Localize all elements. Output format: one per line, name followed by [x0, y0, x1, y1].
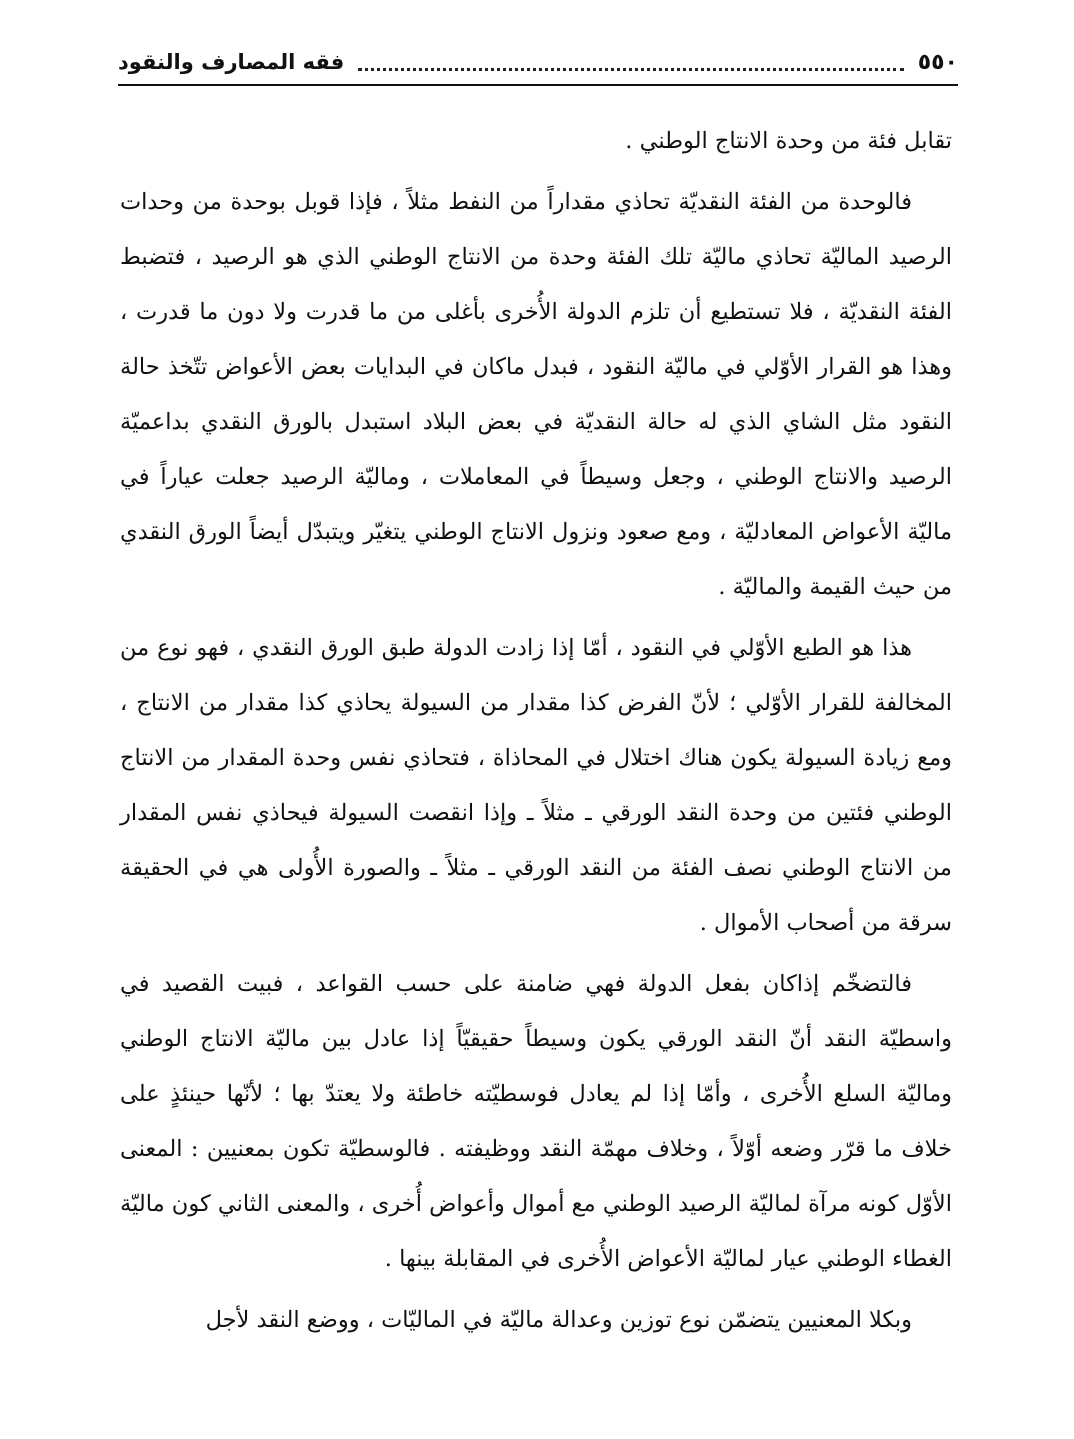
header-rule [118, 84, 958, 86]
paragraph: فالوحدة من الفئة النقديّة تحاذي مقداراً من النفط مثلاً ، فإذا قوبل بوحدة من وحدات الرصيد الماليّة تحاذي ماليّة تلك الفئة وحدة من الانتاج الوطني الذي هو الرصيد ، فتضبط الفئة النقديّة ، فلا تستطيع أن تلزم الدولة الأُخرى بأغلى من ما قدرت ولا دون ما قدرت ، وهذا هو القرار الأوّلي في ماليّة النقود ، فبدل ماكان في البدايات بعض الأعواض تتّخذ حالة النقود مثل الشاي الذي له حالة النقديّة في بعض البلاد استبدل بالورق النقدي بداعميّة الرصيد والانتاج الوطني ، وجعل وسيطاً في المعاملات ، وماليّة الرصيد جعلت عياراً في ماليّة الأعواض المعادليّة ، ومع صعود ونزول الانتاج الوطني يتغيّر ويتبدّل أيضاً الورق النقدي من حيث القيمة والماليّة . [120, 189, 952, 600]
paragraph: هذا هو الطبع الأوّلي في النقود ، أمّا إذا زادت الدولة طبق الورق النقدي ، فهو نوع من المخالفة للقرار الأوّلي ؛ لأنّ الفرض كذا مقدار من السيولة يحاذي كذا مقدار من الانتاج ، ومع زيادة السيولة يكون هناك اختلال في المحاذاة ، فتحاذي نفس وحدة المقدار من الانتاج الوطني فئتين من وحدة النقد الورقي ـ مثلاً ـ وإذا انقصت السيولة فيحاذي نفس المقدار من الانتاج الوطني نصف الفئة من النقد الورقي ـ مثلاً ـ والصورة الأُولى هي في الحقيقة سرقة من أصحاب الأموال . [120, 635, 952, 936]
paragraph: فالتضخّم إذاكان بفعل الدولة فهي ضامنة على حسب القواعد ، فبيت القصيد في واسطيّة النقد أنّ النقد الورقي يكون وسيطاً حقيقيّاً إذا عادل بين ماليّة الانتاج الوطني وماليّة السلع الأُخرى ، وأمّا إذا لم يعادل فوسطيّته خاطئة ولا يعتدّ بها ؛ لأنّها حينئذٍ على خلاف ما قرّر وضعه أوّلاً ، وخلاف مهمّة النقد ووظيفته . فالوسطيّة تكون بمعنيين : المعنى الأوّل كونه مرآة لماليّة الرصيد الوطني مع أموال وأعواض أُخرى ، والمعنى الثاني كون ماليّة الغطاء الوطني عيار لماليّة الأعواض الأُخرى في المقابلة بينها . [120, 971, 952, 1272]
book-title: فقه المصارف والنقود [118, 50, 345, 74]
body-text [120, 114, 952, 1354]
paragraph-continuation: تقابل فئة من وحدة الانتاج الوطني . [625, 128, 952, 154]
paragraph: وبكلا المعنيين يتضمّن نوع توزين وعدالة ماليّة في الماليّات ، ووضع النقد لأجل [205, 1307, 912, 1333]
page-number: ٥٥٠ [917, 49, 958, 75]
running-header [118, 40, 958, 84]
leader-dots [358, 66, 903, 71]
